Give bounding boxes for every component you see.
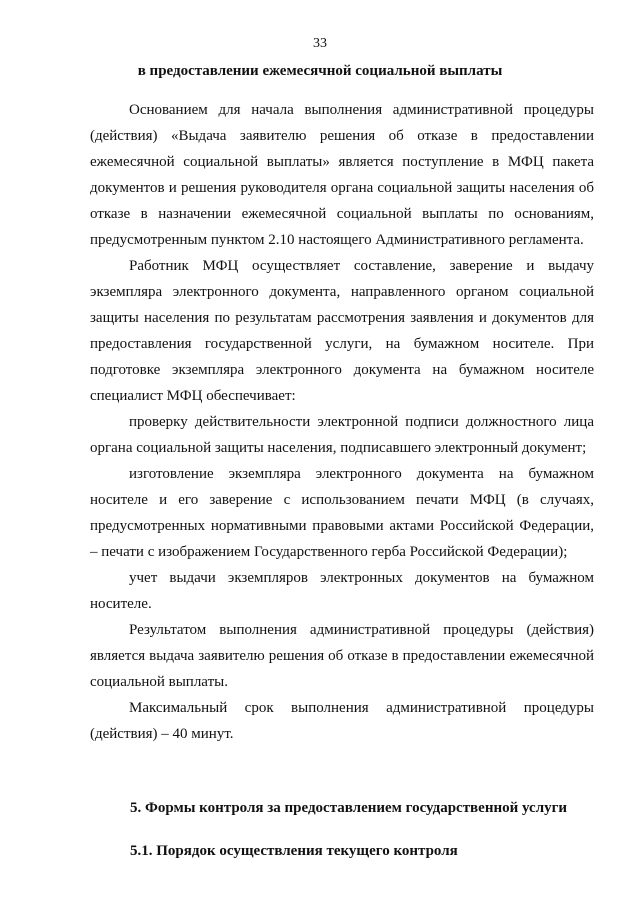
paragraph-max-time: Максимальный срок выполнения административной процедуры (действия) – 40 минут. — [90, 700, 594, 742]
page-number: 33 — [313, 36, 327, 51]
section-5-heading: 5. Формы контроля за предоставлением государственной услуги — [130, 800, 568, 816]
paragraph-signature-check: проверку действительности электронной подписи должностного лица органа социальной защиты населения, подписавшего электронный документ; — [90, 414, 594, 456]
body-text — [90, 97, 594, 747]
document-title: в предоставлении ежемесячной социальной выплаты — [137, 63, 503, 79]
paragraph-copy-production: изготовление экземпляра электронного документа на бумажном носителе и его заверение с использованием печати МФЦ (в случаях, предусмотренных нормативными правовыми актами Российской Федерации, – печати с изображением Государственного герба Российской Федерации); — [90, 466, 594, 560]
paragraph-result: Результатом выполнения административной процедуры (действия) является выдача заявителю решения об отказе в предоставлении ежемесячной социальной выплаты. — [90, 622, 594, 690]
paragraph-basis: Основанием для начала выполнения административной процедуры (действия) «Выдача заявителю решения об отказе в предоставлении ежемесячной социальной выплаты» является поступление в МФЦ пакета документов и решения руководителя органа социальной защиты населения об отказе в назначении ежемесячной социальной выплаты по основаниям, предусмотренным пунктом 2.10 настоящего Административного регламента. — [90, 102, 594, 248]
section-5-1-heading: 5.1. Порядок осуществления текущего контроля — [130, 843, 458, 859]
paragraph-mfc-duties: Работник МФЦ осуществляет составление, заверение и выдачу экземпляра электронного документа, направленного органом социальной защиты населения по результатам рассмотрения заявления и документов для предоставления государственной услуги, на бумажном носителе. При подготовке экземпляра электронного документа на бумажном носителе специалист МФЦ обеспечивает: — [90, 258, 594, 404]
paragraph-issue-accounting: учет выдачи экземпляров электронных документов на бумажном носителе. — [90, 570, 594, 612]
